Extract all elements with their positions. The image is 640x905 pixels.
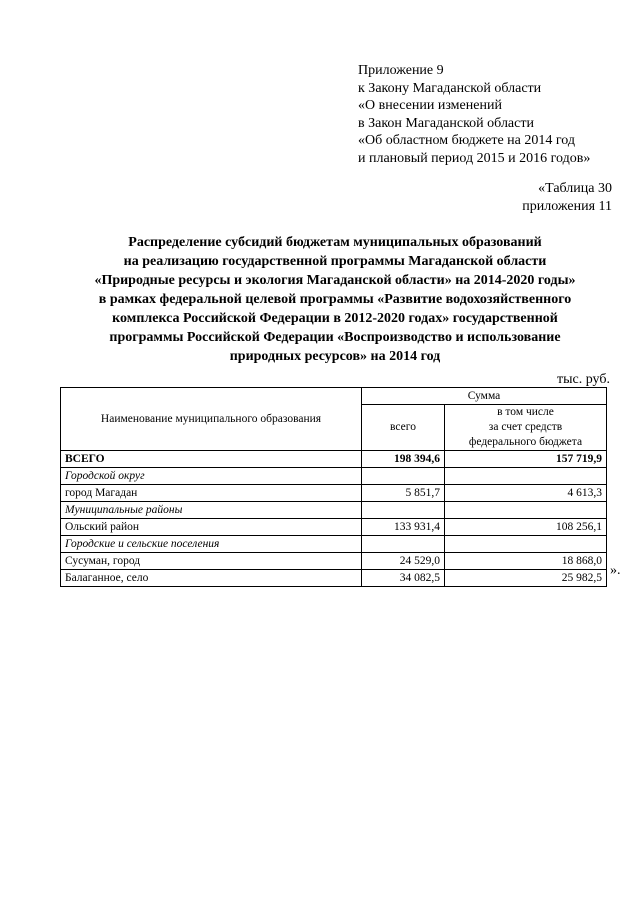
table-header-row [61, 388, 607, 405]
row-federal: 4 613,3 [445, 485, 607, 502]
appendix-line: и плановый период 2015 и 2016 годов» [358, 150, 591, 166]
units-label: тыс. руб. [557, 372, 610, 387]
empty-cell [445, 502, 607, 519]
title-line: на реализацию государственной программы Магаданской области [123, 254, 547, 269]
table-number: «Таблица 30 [538, 181, 612, 196]
table-row [61, 570, 607, 587]
title-line: Распределение субсидий бюджетам муниципальных образований [128, 235, 542, 250]
total-row [61, 451, 607, 468]
empty-cell [362, 536, 445, 553]
row-federal: 108 256,1 [445, 519, 607, 536]
group-label: Муниципальные районы [61, 502, 362, 519]
title-line: «Природные ресурсы и экология Магаданской области» на 2014-2020 годы» [94, 273, 576, 288]
row-total: 34 082,5 [362, 570, 445, 587]
row-name: Балаганное, село [61, 570, 362, 587]
document-title [60, 233, 610, 366]
row-total: 5 851,7 [362, 485, 445, 502]
title-line: программы Российской Федерации «Воспроизводство и использование [109, 330, 561, 345]
header-total: всего [362, 405, 445, 451]
row-name: город Магадан [61, 485, 362, 502]
empty-cell [362, 502, 445, 519]
total-sum: 198 394,6 [362, 451, 445, 468]
appendix-line: Приложение 9 [358, 63, 444, 78]
appendix-line: «О внесении изменений [358, 98, 502, 113]
table-row [61, 485, 607, 502]
row-federal: 25 982,5 [445, 570, 607, 587]
group-label: Городские и сельские поселения [61, 536, 362, 553]
empty-cell [445, 536, 607, 553]
total-federal: 157 719,9 [445, 451, 607, 468]
row-federal: 18 868,0 [445, 553, 607, 570]
appendix-number: приложения 11 [522, 199, 612, 214]
total-label: ВСЕГО [61, 451, 362, 468]
title-line: природных ресурсов» на 2014 год [229, 349, 441, 364]
row-name: Сусуман, город [61, 553, 362, 570]
table-reference [522, 180, 612, 216]
header-federal-line: федерального бюджета [468, 436, 583, 448]
table-row [61, 553, 607, 570]
empty-cell [362, 468, 445, 485]
header-federal-line: в том числе [497, 406, 554, 418]
group-row [61, 468, 607, 485]
title-line: в рамках федеральной целевой программы «Развитие водохозяйственного [98, 292, 572, 307]
group-label: Городской округ [61, 468, 362, 485]
header-sum: Сумма [362, 388, 607, 405]
appendix-line: к Закону Магаданской области [358, 80, 542, 96]
title-line: комплекса Российской Федерации в 2012-2020 годах» государственной [112, 311, 558, 326]
group-row [61, 536, 607, 553]
table-row [61, 519, 607, 536]
row-total: 133 931,4 [362, 519, 445, 536]
appendix-line: в Закон Магаданской области [358, 115, 534, 131]
subsidy-table [60, 387, 607, 587]
header-federal-line: за счет средств [488, 421, 563, 433]
header-federal [445, 405, 607, 451]
appendix-line: «Об областном бюджете на 2014 год [358, 133, 575, 148]
row-name: Ольский район [61, 519, 362, 536]
row-total: 24 529,0 [362, 553, 445, 570]
group-row [61, 502, 607, 519]
header-name: Наименование муниципального образования [61, 388, 362, 451]
appendix-header [358, 62, 590, 167]
closing-quote: ». [610, 563, 621, 578]
empty-cell [445, 468, 607, 485]
